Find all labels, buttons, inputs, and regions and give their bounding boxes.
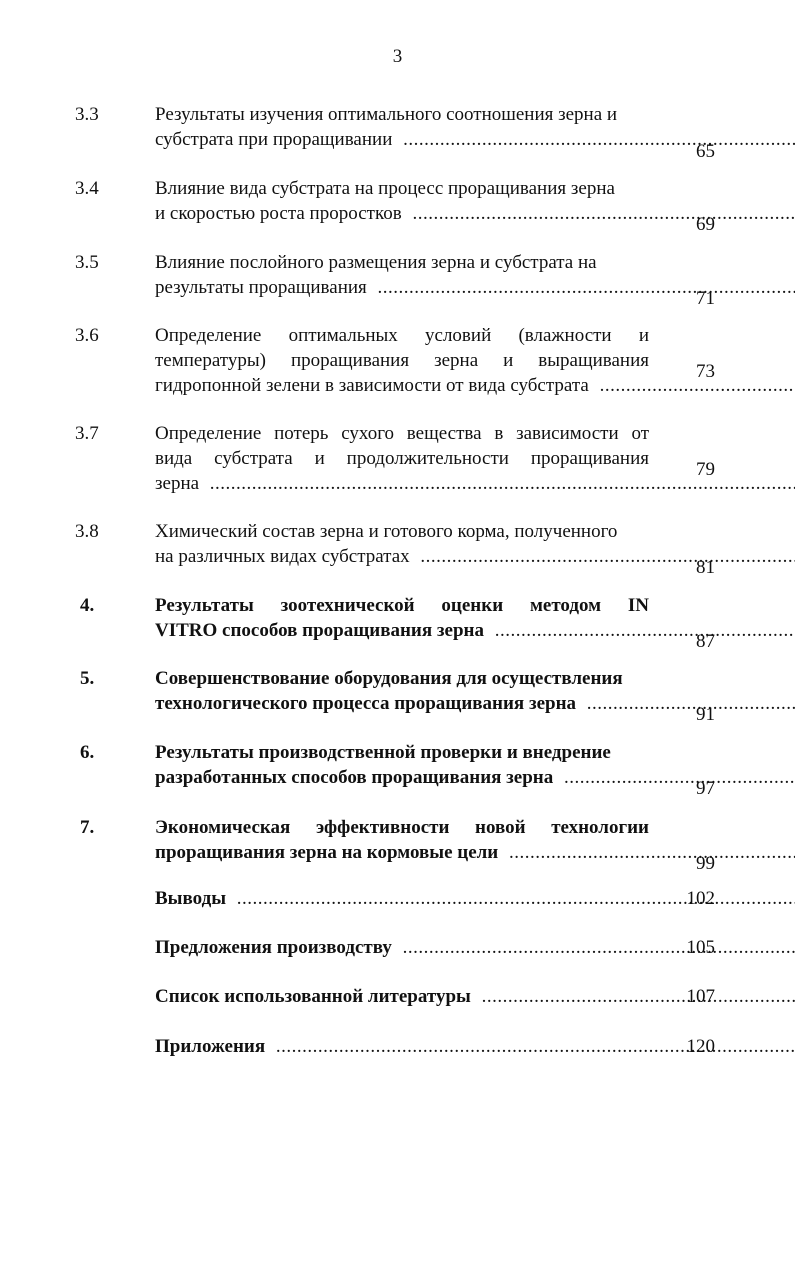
dot-leader: [378, 277, 795, 298]
entry-title: [155, 740, 649, 790]
dot-leader: [276, 1036, 795, 1057]
entry-title-text: гидропонной зелени в зависимости от вида субстрата: [155, 375, 589, 396]
entry-number: 3.4: [75, 178, 99, 199]
entry-number: 3.3: [75, 104, 99, 125]
entry-title: [155, 421, 649, 496]
entry-title-last-line: [155, 765, 649, 790]
entry-title-text: и скоростью роста проростков: [155, 203, 402, 224]
entry-title: [155, 102, 649, 152]
entry-title-line: Результаты зоотехнической оценки методом IN: [155, 595, 649, 616]
entry-page: 73: [696, 361, 715, 382]
entry-number: 3.7: [75, 423, 99, 444]
entry-title-line: Совершенствование оборудования для осуществления: [155, 668, 623, 689]
entry-title: [155, 323, 649, 398]
entry-title-last-line: [155, 275, 649, 300]
entry-title-line: вида субстрата и продолжительности проращивания: [155, 448, 649, 469]
entry-title-last-line: [155, 840, 649, 865]
entry-title-last-line: [155, 935, 649, 960]
dot-leader: [509, 842, 795, 863]
entry-page: 87: [696, 631, 715, 652]
entry-title: [155, 176, 649, 226]
entry-title-line: Результаты изучения оптимального соотношения зерна и: [155, 104, 618, 125]
dot-leader: [403, 937, 795, 958]
entry-number: 4.: [80, 595, 95, 616]
entry-title: [155, 1034, 649, 1059]
entry-title-line: Экономическая эффективности новой технологии: [155, 817, 649, 838]
entry-title-text: на различных видах субстратах: [155, 546, 410, 567]
entry-title-last-line: [155, 471, 649, 496]
entry-page: 107: [686, 986, 715, 1007]
entry-page: 91: [696, 704, 715, 725]
entry-title: [155, 886, 649, 911]
entry-title-text: Список использованной литературы: [155, 986, 471, 1007]
entry-number: 3.6: [75, 325, 99, 346]
dot-leader: [495, 620, 795, 641]
entry-title-text: Предложения производству: [155, 937, 392, 958]
entry-page: 120: [686, 1036, 715, 1057]
entry-number: 3.8: [75, 521, 99, 542]
entry-title-text: результаты проращивания: [155, 277, 367, 298]
entry-page: 97: [696, 778, 715, 799]
entry-title-line: Влияние вида субстрата на процесс проращивания зерна: [155, 178, 615, 199]
entry-title-text: субстрата при проращивании: [155, 129, 393, 150]
entry-title: [155, 666, 649, 716]
entry-number: 7.: [80, 817, 95, 838]
entry-title: [155, 984, 649, 1009]
entry-title-line: Влияние послойного размещения зерна и субстрата на: [155, 252, 597, 273]
entry-title: [155, 593, 649, 643]
entry-page: 71: [696, 288, 715, 309]
dot-leader: [412, 203, 795, 224]
entry-title-text: Приложения: [155, 1036, 266, 1057]
entry-title: [155, 250, 649, 300]
entry-title-last-line: [155, 618, 649, 643]
entry-title-last-line: [155, 984, 649, 1009]
entry-number: 5.: [80, 668, 95, 689]
entry-page: 102: [686, 888, 715, 909]
entry-title: [155, 935, 649, 960]
entry-number: 3.5: [75, 252, 99, 273]
entry-page: 69: [696, 214, 715, 235]
entry-title-text: VITRO способов проращивания зерна: [155, 620, 484, 641]
entry-page: 65: [696, 141, 715, 162]
entry-title-text: проращивания зерна на кормовые цели: [155, 842, 499, 863]
dot-leader: [482, 986, 795, 1007]
entry-title-line: температуры) проращивания зерна и выращивания: [155, 350, 649, 371]
entry-title-last-line: [155, 691, 649, 716]
entry-title-line: Результаты производственной проверки и внедрение: [155, 742, 611, 763]
entry-title-last-line: [155, 886, 649, 911]
entry-title-text: технологического процесса проращивания зерна: [155, 693, 577, 714]
entry-page: 99: [696, 853, 715, 874]
entry-title-last-line: [155, 373, 649, 398]
entry-title-last-line: [155, 127, 649, 152]
page-number: 3: [392, 46, 403, 67]
entry-title-last-line: [155, 1034, 649, 1059]
entry-title-last-line: [155, 544, 649, 569]
entry-page: 81: [696, 557, 715, 578]
entry-page: 79: [696, 459, 715, 480]
entry-title: [155, 519, 649, 569]
entry-number: 6.: [80, 742, 95, 763]
dot-leader: [420, 546, 795, 567]
entry-page: 105: [686, 937, 715, 958]
entry-title-last-line: [155, 201, 649, 226]
entry-title: [155, 815, 649, 865]
entry-title-line: Химический состав зерна и готового корма, полученного: [155, 521, 618, 542]
entry-title-text: зерна: [155, 473, 200, 494]
entry-title-text: разработанных способов проращивания зерна: [155, 767, 554, 788]
entry-title-line: Определение оптимальных условий (влажности и: [155, 325, 649, 346]
entry-title-line: Определение потерь сухого вещества в зависимости от: [155, 423, 649, 444]
entry-title-text: Выводы: [155, 888, 227, 909]
dot-leader: [403, 129, 795, 150]
